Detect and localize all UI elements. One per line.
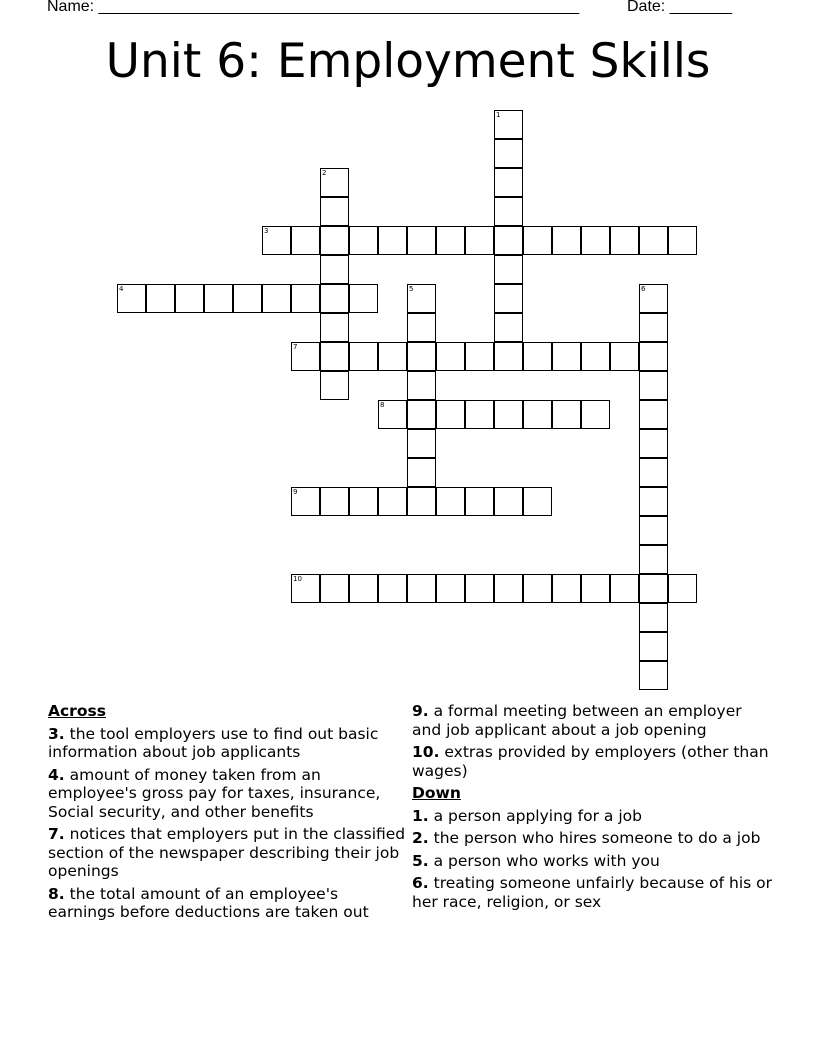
cell-number: 6 (641, 285, 646, 293)
grid-cell[interactable] (378, 400, 407, 429)
grid-cell[interactable] (639, 574, 668, 603)
grid-cell[interactable] (523, 574, 552, 603)
date-line: Date: _______ (627, 0, 732, 15)
grid-cell[interactable] (610, 342, 639, 371)
grid-cell[interactable] (320, 255, 349, 284)
grid-cell[interactable] (117, 284, 146, 313)
clue-down-5 (412, 852, 772, 871)
grid-cell[interactable] (407, 458, 436, 487)
cell-number: 8 (380, 401, 385, 409)
clue-across-8 (48, 885, 408, 922)
grid-cell[interactable] (523, 342, 552, 371)
clue-number: 7. (48, 825, 65, 843)
grid-cell[interactable] (320, 168, 349, 197)
grid-cell[interactable] (639, 632, 668, 661)
cell-number: 4 (119, 285, 124, 293)
cell-number: 3 (264, 227, 269, 235)
page-title: Unit 6: Employment Skills (105, 34, 711, 89)
name-line: Name: ______________________________________________________ (47, 0, 580, 15)
clue-across-4 (48, 766, 408, 822)
grid-cell[interactable] (436, 226, 465, 255)
clue-text: the person who hires someone to do a job (433, 829, 761, 847)
grid-cell[interactable] (407, 284, 436, 313)
grid-cell[interactable] (494, 139, 523, 168)
clue-number: 2. (412, 829, 429, 847)
grid-cell[interactable] (436, 487, 465, 516)
down-heading: Down (412, 784, 461, 802)
grid-cell[interactable] (465, 400, 494, 429)
grid-cell[interactable] (552, 226, 581, 255)
grid-cell[interactable] (494, 284, 523, 313)
grid-cell[interactable] (349, 226, 378, 255)
clue-text: notices that employers put in the classified section of the newspaper describing their job openings (48, 825, 406, 880)
grid-cell[interactable] (552, 342, 581, 371)
grid-cell[interactable] (494, 226, 523, 255)
grid-cell[interactable] (494, 574, 523, 603)
grid-cell[interactable] (494, 197, 523, 226)
grid-cell[interactable] (291, 226, 320, 255)
clue-down-1 (412, 807, 772, 826)
grid-cell[interactable] (436, 574, 465, 603)
clues-right-column (412, 702, 772, 915)
grid-cell[interactable] (639, 545, 668, 574)
clue-number: 1. (412, 806, 429, 825)
grid-cell[interactable] (639, 371, 668, 400)
grid-cell[interactable] (465, 487, 494, 516)
grid-cell[interactable] (668, 574, 697, 603)
grid-cell[interactable] (407, 400, 436, 429)
grid-cell[interactable] (494, 255, 523, 284)
grid-cell[interactable] (639, 284, 668, 313)
grid-cell[interactable] (291, 487, 320, 516)
grid-cell[interactable] (494, 168, 523, 197)
grid-cell[interactable] (639, 400, 668, 429)
clue-number: 3. (48, 724, 65, 743)
grid-cell[interactable] (494, 342, 523, 371)
grid-cell[interactable] (349, 342, 378, 371)
clue-down-6 (412, 874, 772, 911)
grid-cell[interactable] (320, 313, 349, 342)
cell-number: 7 (293, 343, 298, 351)
clue-text: a formal meeting between an employer and job applicant about a job opening (412, 702, 742, 739)
grid-cell[interactable] (262, 226, 291, 255)
clue-text: extras provided by employers (other than wages) (412, 743, 769, 780)
grid-cell[interactable] (436, 342, 465, 371)
grid-cell[interactable] (291, 284, 320, 313)
grid-cell[interactable] (639, 226, 668, 255)
clue-text: the total amount of an employee's earnings before deductions are taken out (48, 884, 369, 921)
grid-cell[interactable] (407, 574, 436, 603)
grid-cell[interactable] (639, 516, 668, 545)
grid-cell[interactable] (639, 458, 668, 487)
clue-text: treating someone unfairly because of his or her race, religion, or sex (412, 874, 773, 911)
grid-cell[interactable] (639, 342, 668, 371)
grid-cell[interactable] (610, 574, 639, 603)
grid-cell[interactable] (320, 371, 349, 400)
grid-cell[interactable] (378, 342, 407, 371)
clues-left-column (48, 702, 408, 926)
grid-cell[interactable] (523, 400, 552, 429)
grid-cell[interactable] (291, 574, 320, 603)
grid-cell[interactable] (436, 400, 465, 429)
grid-cell[interactable] (349, 574, 378, 603)
grid-cell[interactable] (639, 661, 668, 690)
clue-across-7 (48, 825, 408, 881)
grid-cell[interactable] (610, 226, 639, 255)
grid-cell[interactable] (378, 574, 407, 603)
grid-cell[interactable] (552, 574, 581, 603)
grid-cell[interactable] (407, 226, 436, 255)
across-heading: Across (48, 702, 106, 720)
clue-number: 10. (412, 743, 440, 761)
cell-number: 10 (293, 575, 302, 583)
clue-across-10 (412, 743, 772, 780)
grid-cell[interactable] (494, 313, 523, 342)
cell-number: 2 (322, 169, 327, 177)
grid-cell[interactable] (320, 197, 349, 226)
grid-cell[interactable] (320, 284, 349, 313)
grid-cell[interactable] (581, 574, 610, 603)
grid-cell[interactable] (465, 574, 494, 603)
clue-number: 4. (48, 765, 65, 784)
grid-cell[interactable] (146, 284, 175, 313)
grid-cell[interactable] (320, 487, 349, 516)
grid-cell[interactable] (552, 400, 581, 429)
clue-down-2 (412, 829, 772, 848)
grid-cell[interactable] (407, 313, 436, 342)
grid-cell[interactable] (494, 110, 523, 139)
grid-cell[interactable] (465, 342, 494, 371)
clue-text: a person who works with you (433, 851, 660, 870)
clue-text: a person applying for a job (433, 806, 642, 825)
grid-cell[interactable] (639, 429, 668, 458)
grid-cell[interactable] (639, 603, 668, 632)
clue-across-9 (412, 702, 772, 739)
grid-cell[interactable] (233, 284, 262, 313)
grid-cell[interactable] (320, 226, 349, 255)
grid-cell[interactable] (175, 284, 204, 313)
grid-cell[interactable] (378, 226, 407, 255)
grid-cell[interactable] (494, 400, 523, 429)
grid-cell[interactable] (581, 226, 610, 255)
grid-cell[interactable] (291, 342, 320, 371)
clue-number: 9. (412, 702, 429, 720)
grid-cell[interactable] (407, 429, 436, 458)
grid-cell[interactable] (639, 313, 668, 342)
grid-cell[interactable] (523, 487, 552, 516)
grid-cell[interactable] (407, 342, 436, 371)
grid-cell[interactable] (349, 284, 378, 313)
grid-cell[interactable] (262, 284, 291, 313)
grid-cell[interactable] (378, 487, 407, 516)
clue-across-3 (48, 725, 408, 762)
grid-cell[interactable] (407, 487, 436, 516)
grid-cell[interactable] (639, 487, 668, 516)
cell-number: 5 (409, 285, 414, 293)
grid-cell[interactable] (320, 342, 349, 371)
grid-cell[interactable] (581, 342, 610, 371)
grid-cell[interactable] (320, 574, 349, 603)
grid-cell[interactable] (407, 371, 436, 400)
grid-cell[interactable] (668, 226, 697, 255)
grid-cell[interactable] (494, 487, 523, 516)
grid-cell[interactable] (523, 226, 552, 255)
grid-cell[interactable] (465, 226, 494, 255)
clue-text: the tool employers use to find out basic information about job applicants (48, 724, 379, 761)
clue-number: 8. (48, 884, 65, 903)
cell-number: 9 (293, 488, 298, 496)
grid-cell[interactable] (349, 487, 378, 516)
cell-number: 1 (496, 111, 501, 119)
clue-number: 6. (412, 874, 429, 892)
clue-text: amount of money taken from an employee's gross pay for taxes, insurance, Social security, and other benefits (48, 765, 381, 821)
grid-cell[interactable] (581, 400, 610, 429)
grid-cell[interactable] (204, 284, 233, 313)
clue-number: 5. (412, 851, 429, 870)
